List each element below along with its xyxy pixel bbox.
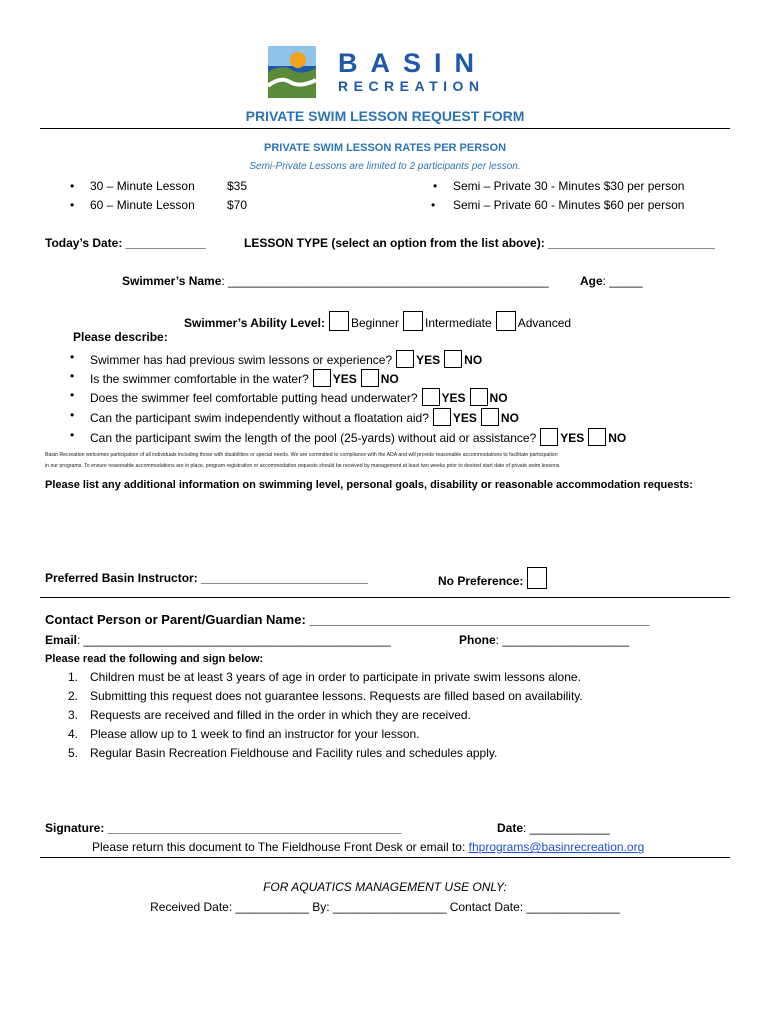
rule-text: Requests are received and filled in the order in which they are received.	[90, 708, 471, 722]
no-preference-row	[438, 567, 549, 589]
rule-text: Regular Basin Recreation Fieldhouse and Facility rules and schedules apply.	[90, 746, 498, 760]
bullet-dot: •	[431, 198, 436, 212]
age-input[interactable]: : _____	[602, 274, 643, 288]
no-label: NO	[500, 411, 519, 425]
rate-label: 60 – Minute Lesson	[90, 198, 195, 212]
question-row	[90, 408, 519, 426]
phone-input[interactable]: : ___________________	[495, 633, 630, 647]
swimmer-name-row	[122, 274, 548, 288]
preferred-instructor-field[interactable]: Preferred Basin Instructor: _________________________	[45, 571, 368, 585]
ability-row	[184, 311, 571, 331]
advanced-checkbox[interactable]	[496, 311, 516, 331]
no-checkbox[interactable]	[481, 408, 499, 426]
additional-info-label: Please list any additional information on swimming level, personal goals, disability or reasonable accommodation requests:	[45, 479, 693, 491]
email-row	[45, 633, 391, 647]
rate-label: 30 – Minute Lesson	[90, 179, 195, 193]
signature-field[interactable]: Signature: ____________________________________________	[45, 821, 402, 835]
rule-item	[68, 689, 583, 703]
ada-text-line: in our programs. To ensure reasonable accommodations are in place, program registration or accommodation requests should be received by management at least two weeks prior to desired start date of private swim lessons.	[45, 463, 561, 469]
logo-mark	[268, 46, 316, 98]
form-title: PRIVATE SWIM LESSON REQUEST FORM	[245, 108, 525, 124]
rates-heading: PRIVATE SWIM LESSON RATES PER PERSON	[263, 142, 507, 154]
question-row	[90, 428, 626, 446]
rule-number: 5.	[68, 746, 79, 760]
no-preference-label: No Preference:	[438, 574, 524, 588]
rule-number: 2.	[68, 689, 79, 703]
rate-price: $35	[227, 179, 248, 193]
no-label: NO	[464, 353, 483, 367]
phone-row	[459, 633, 629, 647]
age-label: Age	[580, 274, 603, 288]
no-checkbox[interactable]	[470, 388, 488, 406]
yes-label: YES	[441, 391, 466, 405]
phone-label: Phone	[459, 633, 496, 647]
logo	[268, 46, 508, 100]
rule-item	[68, 746, 497, 760]
logo-text-basin: BASIN	[338, 48, 488, 78]
ada-text-line: Basin Recreation welcomes participation of all individuals including those with disabilities or special needs. We are committed to compliance with the ADA and will provide reasonable accommodations to facilitate participation	[45, 452, 558, 458]
guardian-name-field[interactable]: Contact Person or Parent/Guardian Name: _______________________________________________	[45, 612, 650, 627]
question-text: Is the swimmer comfortable in the water?	[90, 372, 309, 386]
rates-note: Semi-Private Lessons are limited to 2 participants per lesson.	[249, 161, 521, 172]
yes-label: YES	[332, 372, 357, 386]
no-checkbox[interactable]	[444, 350, 462, 368]
no-checkbox[interactable]	[588, 428, 606, 446]
signature-date-row	[497, 821, 610, 835]
yes-checkbox[interactable]	[313, 369, 331, 387]
rule-number: 1.	[68, 670, 79, 684]
no-preference-checkbox[interactable]	[527, 567, 547, 589]
signature-date-label: Date	[497, 821, 524, 835]
yes-checkbox[interactable]	[396, 350, 414, 368]
intermediate-checkbox[interactable]	[403, 311, 423, 331]
question-text: Can the participant swim independently without a floatation aid?	[90, 411, 429, 425]
todays-date-field[interactable]: Today’s Date: ____________	[45, 236, 206, 250]
rules-heading: Please read the following and sign below:	[45, 653, 264, 665]
rule-text: Submitting this request does not guarantee lessons. Requests are filled based on availability.	[90, 689, 583, 703]
question-row	[90, 350, 482, 368]
yes-label: YES	[560, 431, 585, 445]
no-checkbox[interactable]	[361, 369, 379, 387]
yes-checkbox[interactable]	[422, 388, 440, 406]
rule-item	[68, 727, 420, 741]
question-row	[90, 388, 508, 406]
no-label: NO	[489, 391, 508, 405]
rule-item	[68, 670, 581, 684]
additional-info-area[interactable]	[45, 498, 725, 560]
rule-number: 3.	[68, 708, 79, 722]
return-instructions	[92, 840, 644, 854]
yes-label: YES	[416, 353, 441, 367]
yes-checkbox[interactable]	[540, 428, 558, 446]
footer-divider	[40, 857, 730, 858]
swimmer-name-label: Swimmer’s Name	[122, 274, 222, 288]
advanced-label: Advanced	[517, 316, 572, 330]
rate-price: $70	[227, 198, 248, 212]
question-text: Can the participant swim the length of the pool (25-yards) without aid or assistance?	[90, 431, 537, 445]
lesson-type-field[interactable]: LESSON TYPE (select an option from the list above): _________________________	[244, 236, 715, 250]
describe-label: Please describe:	[73, 330, 168, 344]
email-label: Email	[45, 633, 78, 647]
office-use-heading: FOR AQUATICS MANAGEMENT USE ONLY:	[263, 880, 507, 894]
question-text: Does the swimmer feel comfortable putting head underwater?	[90, 391, 418, 405]
rule-text: Please allow up to 1 week to find an instructor for your lesson.	[90, 727, 420, 741]
no-label: NO	[608, 431, 627, 445]
title-divider	[40, 128, 730, 129]
rate-item	[90, 179, 195, 193]
signature-date-input[interactable]: : ____________	[523, 821, 610, 835]
rate-item	[90, 198, 195, 212]
rule-number: 4.	[68, 727, 79, 741]
semi-rate-item: • Semi – Private 30 - Minutes $30 per person	[453, 179, 684, 193]
question-text: Swimmer has had previous swim lessons or experience?	[90, 353, 393, 367]
swimmer-name-input[interactable]: : ________________________________________________	[221, 274, 549, 288]
age-row	[580, 274, 643, 288]
email-input[interactable]: : ______________________________________________	[77, 633, 391, 647]
office-use-fields[interactable]: Received Date: ___________ By: _________________ Contact Date: ______________	[150, 900, 620, 914]
no-label: NO	[380, 372, 399, 386]
rule-item	[68, 708, 471, 722]
section-divider	[40, 597, 730, 598]
yes-checkbox[interactable]	[433, 408, 451, 426]
question-row	[90, 369, 399, 387]
intermediate-label: Intermediate	[424, 316, 492, 330]
beginner-label: Beginner	[350, 316, 399, 330]
ability-label: Swimmer’s Ability Level:	[184, 316, 325, 330]
yes-label: YES	[452, 411, 477, 425]
return-email-link[interactable]: fhprograms@basinrecreation.org	[468, 840, 645, 854]
beginner-checkbox[interactable]	[329, 311, 349, 331]
rule-text: Children must be at least 3 years of age in order to participate in private swim lessons alone.	[90, 670, 581, 684]
semi-rate-item: Semi – Private 60 - Minutes $60 per person	[453, 198, 685, 212]
return-text: Please return this document to The Fieldhouse Front Desk or email to:	[92, 840, 469, 854]
logo-text-recreation: RECREATION	[338, 78, 485, 94]
